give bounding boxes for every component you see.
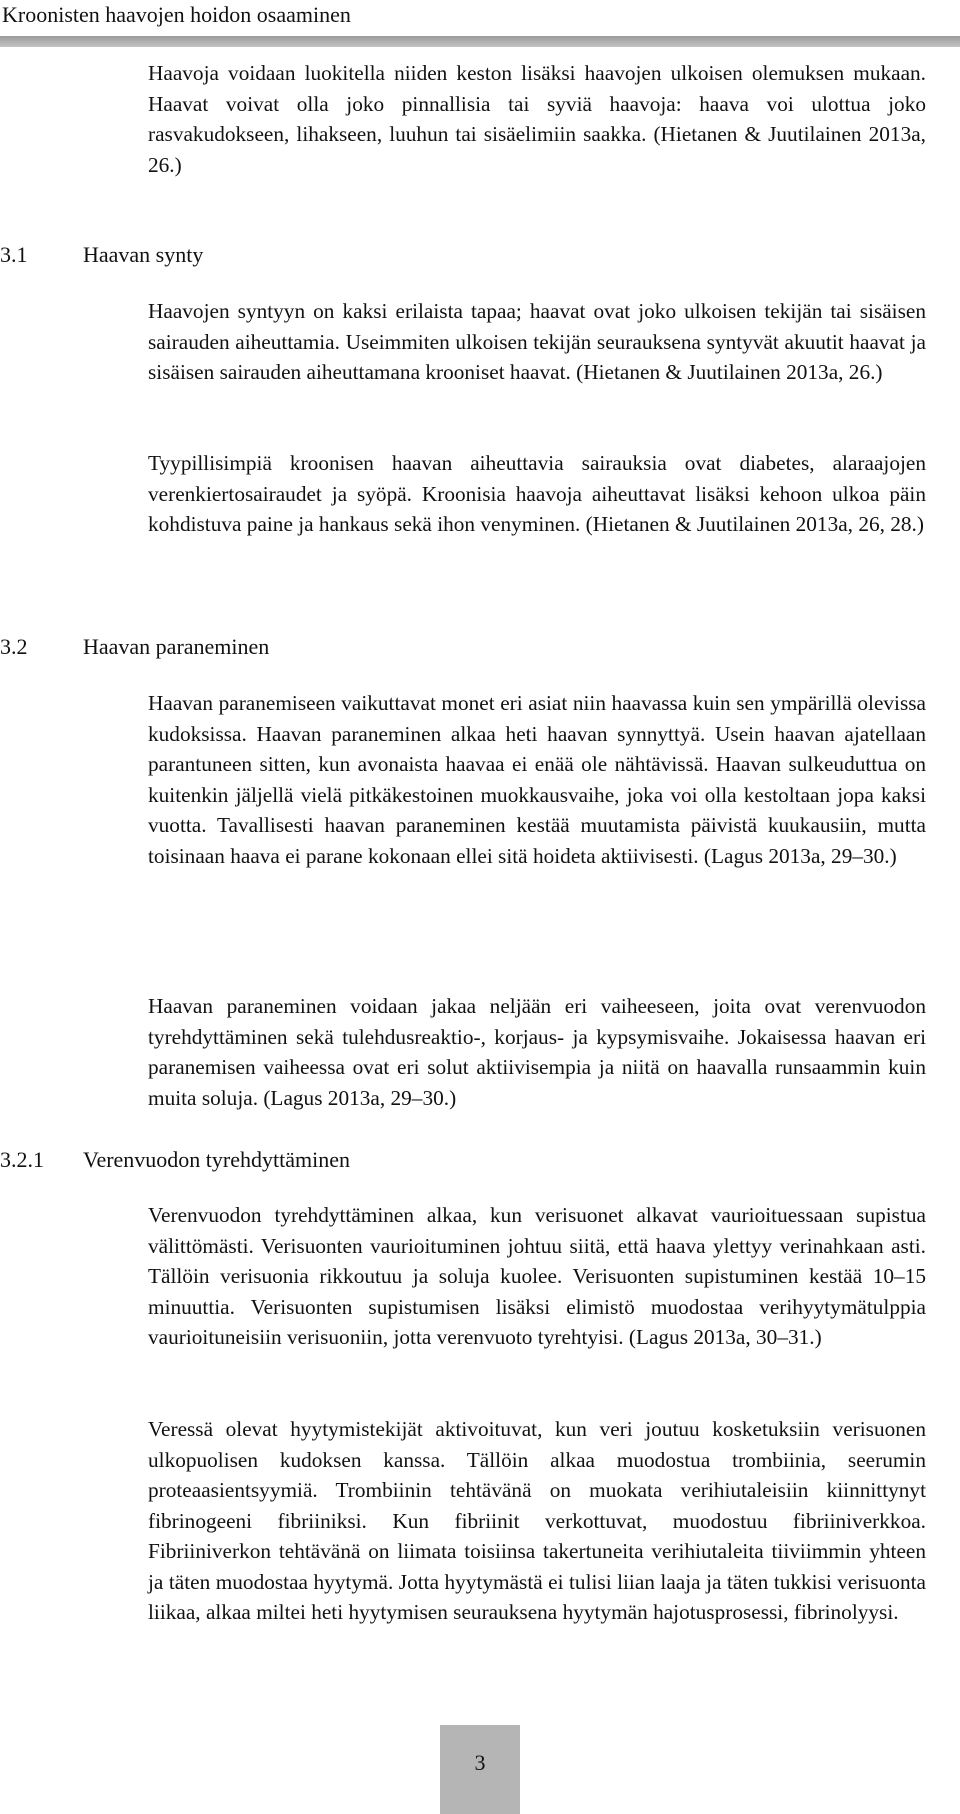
section-heading-3-1	[0, 240, 940, 270]
section-title: Verenvuodon tyrehdyttäminen	[83, 1147, 350, 1172]
paragraph-3-1-b: Tyypillisimpiä kroonisen haavan aiheuttavia sairauksia ovat diabetes, alaraajojen verenkiertosairaudet ja syöpä. Kroonisia haavoja aiheuttavat lisäksi kehoon ulkoa päin kohdistuva paine ja hankaus sekä ihon venyminen. (Hietanen & Juutilainen 2013a, 26, 28.)	[148, 451, 926, 536]
section-heading-3-2-1	[0, 1145, 940, 1175]
section-number: 3.1	[0, 242, 28, 267]
paragraph-3-2-a: Haavan paranemiseen vaikuttavat monet eri asiat niin haavassa kuin sen ympärillä olevissa kudoksissa. Haavan paraneminen alkaa heti haavan synnyttyä. Usein haavan ajatellaan parantuneen sitten, kun avonaista haavaa ei enää ole nähtävissä. Haavan sulkeuduttua on kuitenkin jäljellä vielä pitkäkestoinen muokkausvaihe, joka voi olla kestoltaan jopa kaksi vuotta. Tavallisesti haavan paraneminen kestää muutamista päivistä kuukausiin, mutta toisinaan haava ei parane kokonaan ellei sitä hoideta aktiivisesti. (Lagus 2013a, 29–30.)	[148, 691, 926, 868]
paragraph-3-1-a: Haavojen syntyyn on kaksi erilaista tapaa; haavat ovat joko ulkoisen tekijän tai sisäisen sairauden aiheuttamia. Useimmiten ulkoisen tekijän seurauksena syntyvät akuutit haavat ja sisäisen sairauden aiheuttamana krooniset haavat. (Hietanen & Juutilainen 2013a, 26.)	[148, 299, 926, 384]
page-number: 3	[440, 1725, 520, 1814]
paragraph-intro: Haavoja voidaan luokitella niiden keston lisäksi haavojen ulkoisen olemuksen mukaan. Haavat voivat olla joko pinnallisia tai syviä haavoja: haava voi ulottua joko rasvakudokseen, lihakseen, luuhun tai sisäelimiin saakka. (Hietanen & Juutilainen 2013a, 26.)	[148, 61, 926, 177]
section-number: 3.2	[0, 634, 28, 659]
header-rule	[0, 36, 960, 47]
paragraph-3-2-b: Haavan paraneminen voidaan jakaa neljään eri vaiheeseen, joita ovat verenvuodon tyrehdyttäminen sekä tulehdusreaktio-, korjaus- ja kypsymisvaihe. Jokaisessa haavan eri paranemisen vaiheessa ovat eri solut aktiivisempia ja niitä on haavalla runsaammin kuin muita soluja. (Lagus 2013a, 29–30.)	[148, 994, 926, 1110]
section-title: Haavan synty	[83, 242, 204, 267]
running-header: Kroonisten haavojen hoidon osaaminen	[2, 2, 351, 27]
section-number: 3.2.1	[0, 1147, 44, 1172]
section-title: Haavan paraneminen	[83, 634, 270, 659]
section-heading-3-2	[0, 632, 940, 662]
paragraph-3-2-1-a: Verenvuodon tyrehdyttäminen alkaa, kun verisuonet alkavat vaurioituessaan supistua välittömästi. Verisuonten vaurioituminen johtuu siitä, että haava ylettyy verinahkaan asti. Tällöin verisuonia rikkoutuu ja soluja kuolee. Verisuonten supistuminen kestää 10–15 minuuttia. Verisuonten supistumisen lisäksi elimistö muodostaa verihyytymätulppia vaurioituneisiin verisuoniin, jotta verenvuoto tyrehtyisi. (Lagus 2013a, 30–31.)	[148, 1203, 926, 1349]
paragraph-3-2-1-b: Veressä olevat hyytymistekijät aktivoituvat, kun veri joutuu kosketuksiin verisuonen ulkopuolisen kudoksen kanssa. Tällöin alkaa muodostua trombiinia, seerumin proteaasientsyymiä. Trombiinin tehtävänä on muokata verihiutaleisiin kiinnittynyt fibrinogeeni fibriiniksi. Kun fibriinit verkottuvat, muodostuu fibriiniverkkoa. Fibriiniverkon tehtävänä on liimata toisiinsa takertuneita verihiutaleita tiiviimmin yhteen ja täten muodostaa hyytymä. Jotta hyytymästä ei tulisi liian laaja ja täten tukkisi verisuonta liikaa, alkaa miltei heti hyytymisen seurauksena hyytymän hajotusprosessi, fibrinolyysi.	[148, 1417, 926, 1624]
